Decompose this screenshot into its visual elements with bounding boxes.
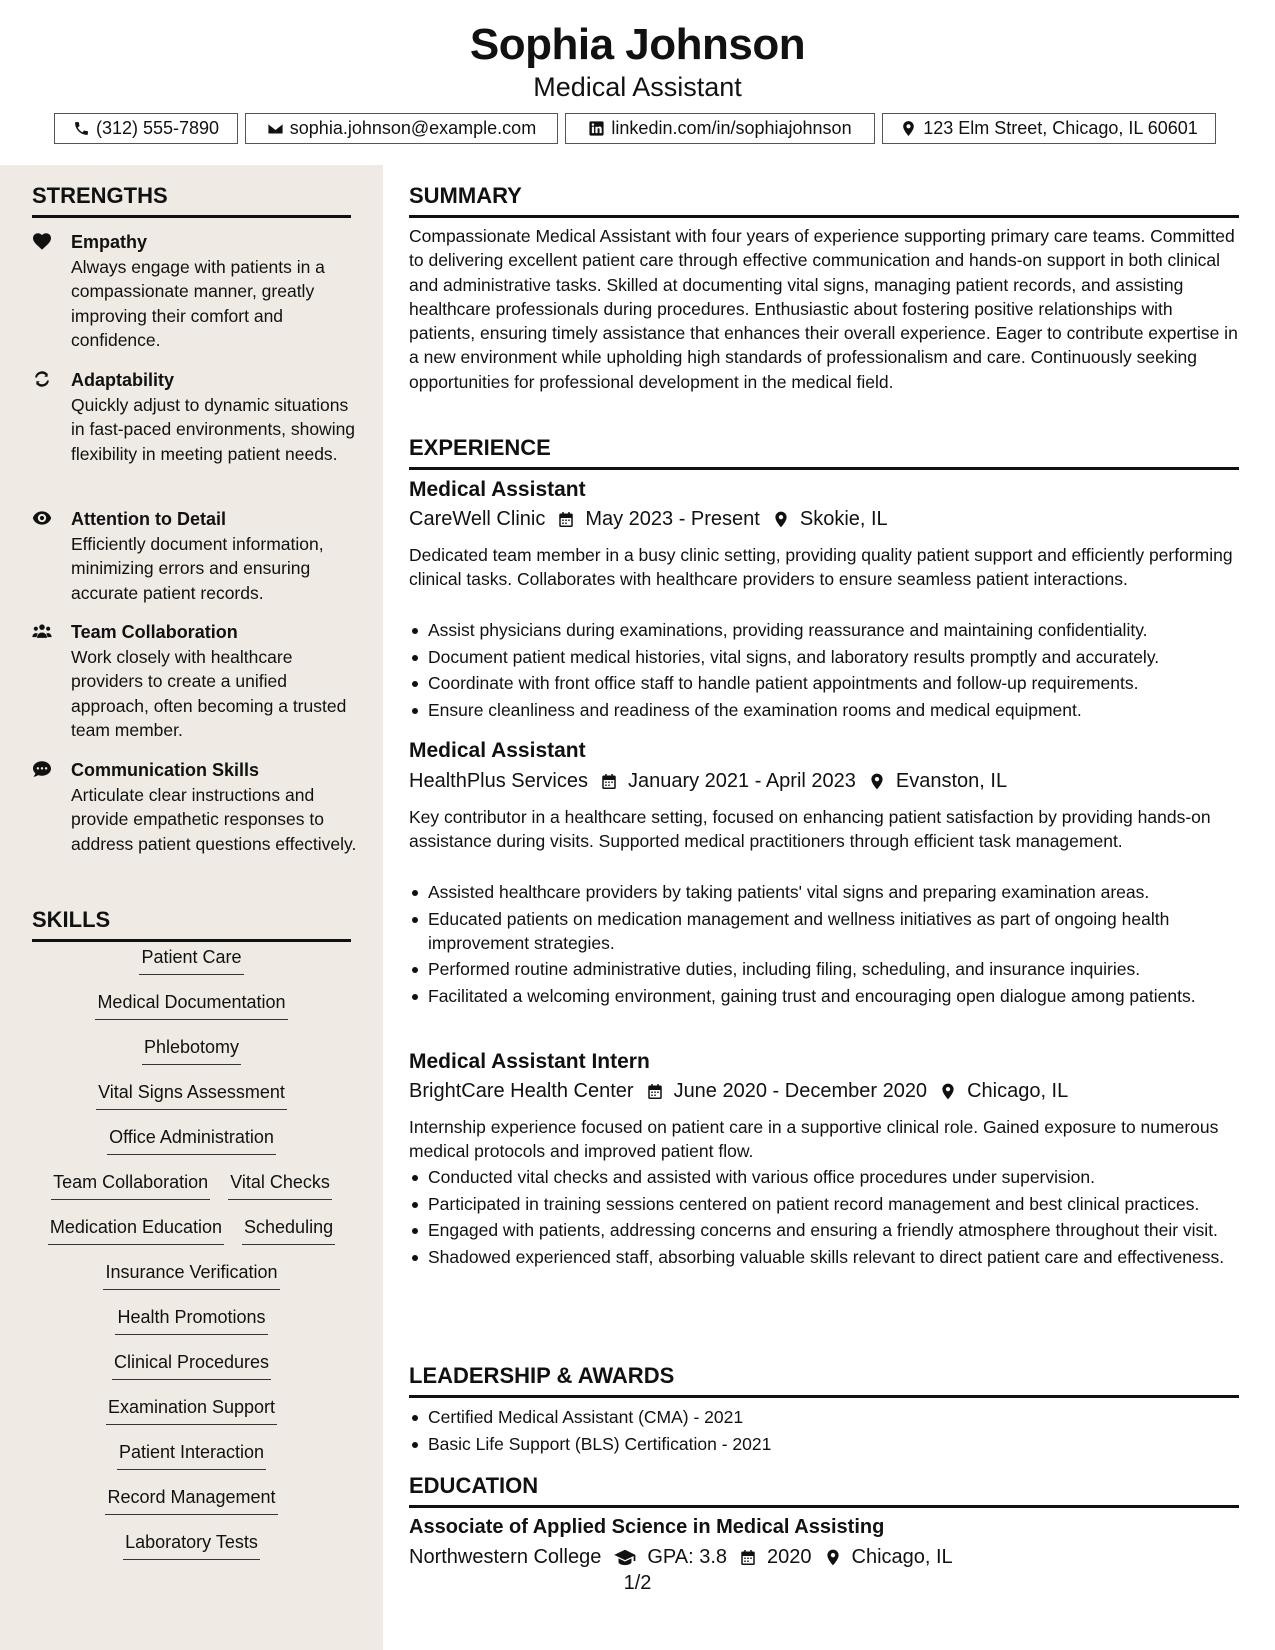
strength-item	[32, 758, 362, 856]
education-school: Northwestern College	[409, 1546, 602, 1568]
job-location: Skokie, IL	[799, 508, 888, 530]
candidate-title: Medical Assistant	[533, 72, 742, 102]
list-item: Performed routine administrative duties, including filing, scheduling, and insurance inquiries.	[409, 957, 1239, 981]
education-year: 2020	[767, 1546, 812, 1568]
skill-tag: Scheduling	[242, 1215, 335, 1245]
skill-tag: Record Management	[105, 1485, 277, 1515]
skill-tag: Patient Care	[139, 945, 243, 975]
contact-linkedin[interactable]	[565, 113, 875, 144]
job-bullets	[409, 1165, 1239, 1271]
eye-icon	[32, 509, 54, 529]
strength-desc: Quickly adjust to dynamic situations in fast-paced environments, showing flexibility in meeting patient needs.	[71, 395, 356, 464]
job-dates: January 2021 - April 2023	[627, 770, 856, 792]
envelope-icon	[267, 120, 284, 137]
heart-icon	[32, 232, 54, 252]
job-description: Key contributor in a healthcare setting, focused on enhancing patient satisfaction by providing hands-on assistance during visits. Supported medical practitioners through efficient task management.	[409, 807, 1211, 852]
list-item: Facilitated a welcoming environment, gaining trust and encouraging open dialogue among patients.	[409, 984, 1239, 1008]
summary-heading: SUMMARY	[409, 183, 1239, 218]
job-location: Evanston, IL	[895, 770, 1008, 792]
list-item: Engaged with patients, addressing concerns and ensuring a friendly atmosphere throughout their visit.	[409, 1218, 1239, 1242]
calendar-icon	[646, 1082, 664, 1101]
strength-desc: Efficiently document information, minimizing errors and ensuring accurate patient records.	[71, 534, 324, 603]
list-item: Educated patients on medication management and wellness initiatives as part of ongoing health improvement strategies.	[409, 907, 1239, 955]
skill-tag: Health Promotions	[115, 1305, 267, 1335]
skill-tag: Team Collaboration	[51, 1170, 210, 1200]
refresh-icon	[32, 370, 54, 390]
skill-tag: Phlebotomy	[142, 1035, 241, 1065]
job-dates: May 2023 - Present	[585, 508, 760, 530]
job-location: Chicago, IL	[967, 1080, 1069, 1102]
list-item: Participated in training sessions centered on patient record management and best clinical practices.	[409, 1192, 1239, 1216]
list-item: Assisted healthcare providers by taking patients' vital signs and preparing examination areas.	[409, 880, 1239, 904]
calendar-icon	[739, 1548, 757, 1567]
skill-tag: Patient Interaction	[117, 1440, 266, 1470]
candidate-name: Sophia Johnson	[469, 20, 806, 69]
skill-tag: Vital Signs Assessment	[96, 1080, 287, 1110]
job-company: CareWell Clinic	[409, 508, 546, 530]
contact-phone[interactable]	[54, 113, 238, 144]
contact-email-text: sophia.johnson@example.com	[289, 118, 537, 138]
calendar-icon	[557, 510, 575, 529]
skills-heading: SKILLS	[32, 907, 351, 942]
strength-item	[32, 620, 362, 742]
strength-desc: Work closely with healthcare providers to create a unified approach, often becoming a trusted team member.	[71, 647, 347, 740]
contact-address	[882, 113, 1216, 144]
education-meta	[409, 1546, 953, 1569]
job-title: Medical Assistant Intern	[409, 1050, 650, 1073]
chat-icon	[32, 760, 54, 780]
skill-tag: Medication Education	[48, 1215, 224, 1245]
list-item: Document patient medical histories, vital signs, and laboratory results promptly and accurately.	[409, 645, 1239, 669]
list-item: Assist physicians during examinations, providing reassurance and maintaining confidentiality.	[409, 618, 1239, 642]
strength-item	[32, 368, 362, 466]
resume-header	[0, 0, 1275, 165]
job-description: Dedicated team member in a busy clinic setting, providing quality patient support and efficiently performing clinical tasks. Collaborates with healthcare providers to ensure seamless patient interactions.	[409, 545, 1233, 590]
job-title: Medical Assistant	[409, 739, 586, 762]
map-pin-icon	[772, 510, 790, 529]
strength-title: Empathy	[71, 232, 148, 252]
map-pin-icon	[900, 120, 917, 137]
skill-tag: Insurance Verification	[103, 1260, 279, 1290]
strength-desc: Always engage with patients in a compassionate manner, greatly improving their comfort and confidence.	[71, 257, 325, 350]
skill-tag: Office Administration	[107, 1125, 276, 1155]
job-meta	[409, 1080, 1068, 1103]
contact-linkedin-text: linkedin.com/in/sophiajohnson	[611, 118, 852, 138]
list-item: Basic Life Support (BLS) Certification - 2021	[409, 1432, 1239, 1456]
skill-tag: Medical Documentation	[95, 990, 287, 1020]
list-item: Coordinate with front office staff to handle patient appointments and follow-up requirements.	[409, 671, 1239, 695]
job-dates: June 2020 - December 2020	[673, 1080, 928, 1102]
awards-list	[409, 1405, 1239, 1458]
strength-title: Adaptability	[71, 370, 175, 390]
job-company: BrightCare Health Center	[409, 1080, 634, 1102]
strengths-heading: STRENGTHS	[32, 183, 351, 218]
skills-list	[32, 945, 351, 1575]
skill-tag: Vital Checks	[228, 1170, 332, 1200]
list-item: Conducted vital checks and assisted with various office procedures under supervision.	[409, 1165, 1239, 1189]
list-item: Certified Medical Assistant (CMA) - 2021	[409, 1405, 1239, 1429]
job-bullets	[409, 880, 1239, 1010]
list-item: Ensure cleanliness and readiness of the examination rooms and medical equipment.	[409, 698, 1239, 722]
map-pin-icon	[868, 772, 886, 791]
skill-tag: Examination Support	[106, 1395, 277, 1425]
education-gpa: GPA: 3.8	[647, 1546, 727, 1568]
job-description: Internship experience focused on patient care in a supportive clinical role. Gained exposure to numerous medical protocols and improved patient flow.	[409, 1117, 1219, 1162]
skill-tag: Laboratory Tests	[123, 1530, 260, 1560]
strength-item	[32, 507, 362, 605]
education-degree: Associate of Applied Science in Medical Assisting	[409, 1516, 885, 1538]
map-pin-icon	[939, 1082, 957, 1101]
contact-phone-text: (312) 555-7890	[95, 118, 220, 138]
graduation-cap-icon	[613, 1548, 637, 1567]
contact-address-text: 123 Elm Street, Chicago, IL 60601	[923, 118, 1198, 138]
strength-desc: Articulate clear instructions and provide empathetic responses to address patient questions effectively.	[71, 785, 357, 854]
page-number: 1/2	[623, 1572, 652, 1594]
job-meta	[409, 508, 888, 531]
contact-bar	[54, 113, 1216, 145]
strength-title: Attention to Detail	[71, 509, 226, 529]
calendar-icon	[600, 772, 618, 791]
job-company: HealthPlus Services	[409, 770, 588, 792]
job-bullets	[409, 618, 1239, 724]
map-pin-icon	[824, 1548, 842, 1567]
users-icon	[32, 622, 54, 642]
strength-title: Communication Skills	[71, 760, 260, 780]
strength-title: Team Collaboration	[71, 622, 238, 642]
awards-heading: LEADERSHIP & AWARDS	[409, 1363, 1239, 1398]
linkedin-icon	[588, 120, 605, 137]
list-item: Shadowed experienced staff, absorbing valuable skills relevant to direct patient care and effectiveness.	[409, 1245, 1239, 1269]
experience-heading: EXPERIENCE	[409, 435, 1239, 470]
job-meta	[409, 770, 1007, 793]
strength-item	[32, 230, 362, 352]
education-heading: EDUCATION	[409, 1473, 1239, 1508]
job-title: Medical Assistant	[409, 478, 586, 501]
skill-tag: Clinical Procedures	[112, 1350, 271, 1380]
phone-icon	[73, 120, 90, 137]
summary-text: Compassionate Medical Assistant with four years of experience supporting primary care teams. Committed to delivering excellent patient care through effective communication and hands-on support in both clinical and administrative tasks. Skilled at documenting vital signs, managing patient records, and assisting healthcare professionals during procedures. Enthusiastic about fostering positive relationships with patients, ensuring timely assistance that enhances their overall experience. Eager to contribute expertise in a new environment while upholding high standards of professionalism and care. Continuously seeking opportunities for professional development in the medical field.	[409, 226, 1238, 392]
education-location: Chicago, IL	[851, 1546, 953, 1568]
contact-email[interactable]	[245, 113, 558, 144]
